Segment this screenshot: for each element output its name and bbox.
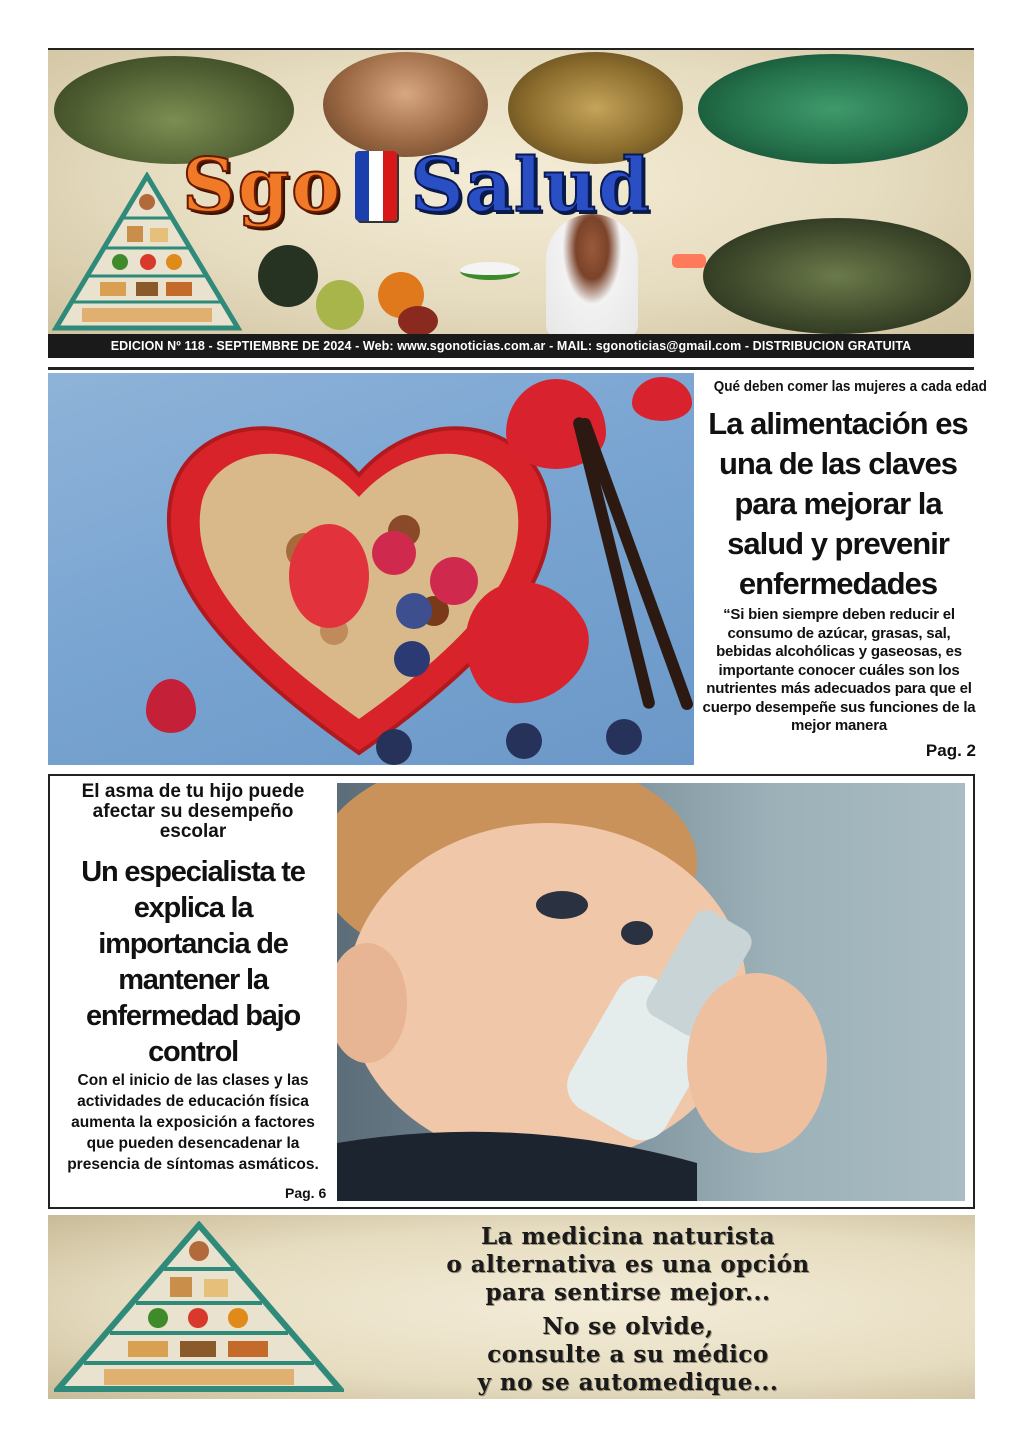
blueberry-icon [506, 723, 542, 759]
blueberry-icon [606, 719, 642, 755]
logo-sgo-text: Sgo [182, 143, 343, 229]
santiago-flag-icon [355, 151, 397, 221]
banner-message [348, 1223, 908, 1397]
banner-line: La medicina naturista [480, 1223, 776, 1250]
salad-plate-photo [460, 262, 520, 280]
strawberry-icon [632, 377, 692, 421]
naturist-medicine-banner [48, 1215, 975, 1399]
pink-dumbbell-photo [672, 254, 706, 268]
woman-eating-photo [323, 52, 488, 157]
banner-line: o alternativa es una opción [446, 1251, 810, 1278]
vanilla-pod-icon [572, 416, 656, 710]
article1-page-ref: Pag. 2 [925, 741, 976, 760]
aqua-gym-photo [698, 54, 968, 164]
masthead [48, 48, 974, 334]
child-with-inhaler-photo [337, 783, 965, 1201]
child-inhaler-illustration [337, 783, 965, 1201]
logo [182, 143, 651, 229]
blueberry-icon [376, 729, 412, 765]
smiling-woman-photo [546, 214, 638, 334]
dumbbell-photo [258, 245, 318, 307]
edition-bar: EDICION Nº 118 - SEPTIEMBRE DE 2024 - Web: www.sgonoticias.com.ar - MAIL: sgonoticias@gmail.com - DISTRIBUCION GRATUITA [48, 334, 974, 358]
article2-headline: Un especialista te explica la importancia de mantener la enfermedad bajo control [81, 856, 305, 1068]
article1-headline: La alimentación es una de las claves para mejorar la salud y prevenir enfermedades [708, 406, 968, 601]
article2-page-ref: Pag. 6 [285, 1185, 327, 1201]
section-divider [48, 367, 974, 370]
apple-photo [316, 280, 364, 330]
plum-photo [398, 306, 438, 334]
banner-line: No se olvide, [542, 1313, 714, 1340]
food-pyramid-illustration [54, 1221, 344, 1393]
article1-body: “Si bien siempre deben reducir el consumo de azúcar, grasas, sal, bebidas alcohólicas y gaseosas, es importante conocer cuáles son los nutrientes más adecuados para que el cuerpo desempeñe sus funciones de la mejor manera [702, 606, 976, 734]
banner-line: consulte a su médico [487, 1341, 769, 1368]
heart-bowl-cereal-photo [48, 373, 694, 765]
article2-body: Con el inicio de las clases y las actividades de educación física aumenta la exposición a factores que pueden desencadenar la presencia de síntomas asmáticos. [67, 1072, 319, 1173]
article2-kicker: El asma de tu hijo puede afectar su desempeño escolar [81, 781, 305, 842]
banner-line: y no se automedique... [477, 1369, 779, 1396]
heart-bowl-icon [154, 401, 564, 761]
logo-salud-text: Salud [410, 143, 651, 229]
banner-line: para sentirse mejor... [485, 1279, 771, 1306]
family-running-photo [703, 218, 971, 334]
article1-kicker: Qué deben comer las mujeres a cada edad [713, 378, 987, 395]
